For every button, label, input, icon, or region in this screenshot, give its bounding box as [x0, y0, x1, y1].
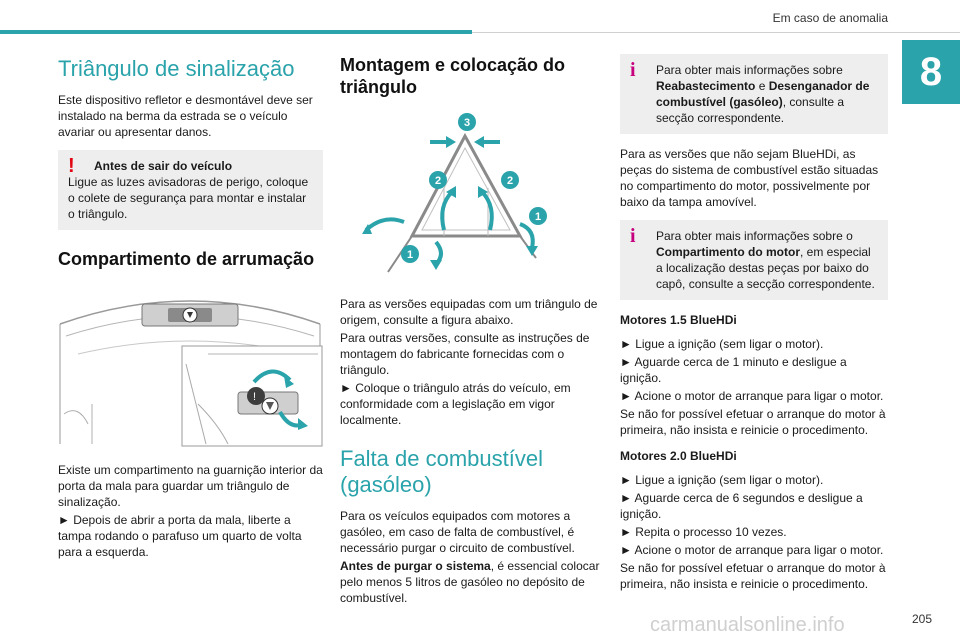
info-box-engine-text: [656, 228, 878, 292]
trunk-storage-illustration: [58, 284, 323, 450]
warning-heading: Antes de sair do veículo: [94, 159, 233, 173]
info2-post: , em especial a localização destas peças por baixo do capô, consulte a secção correspondente.: [656, 245, 875, 291]
engine20-step1: ► Ligue a ignição (sem ligar o motor).: [620, 473, 824, 487]
fuel-p2-bold: Antes de purgar o sistema: [340, 559, 491, 573]
storage-step: ► Depois de abrir a porta da mala, liberte a tampa rodando o parafuso um quarto de volta para a esquerda.: [58, 513, 302, 559]
info1-link-deicer: Desenganador de combustível (gasóleo): [656, 79, 870, 109]
column-1: [58, 52, 323, 562]
warning-body: Ligue as luzes avisadoras de perigo, coloque o colete de segurança para montar e instalar o triângulo.: [68, 175, 309, 221]
triangle-assembly-drawing: [340, 108, 605, 284]
info-box-engine: [620, 220, 888, 300]
info-box-refuel-text: [656, 62, 878, 126]
triangle-intro: Este dispositivo refletor e desmontável deve ser instalado na berma da estrada se o veículo avariar ou apresentar danos.: [58, 93, 313, 139]
assembly-title: Montagem e colocação do triângulo: [340, 55, 566, 97]
page-header: [0, 0, 960, 40]
storage-title: Compartimento de arrumação: [58, 249, 315, 269]
assembly-p1: Para as versões equipadas com um triângulo de origem, consulte a figura abaixo.: [340, 297, 598, 327]
engine20-step3: ► Repita o processo 10 vezes.: [620, 525, 787, 539]
info1-link-refuel: Reabastecimento: [656, 79, 756, 93]
header-rule: [472, 32, 960, 33]
fuel-p1: Para os veículos equipados com motores a gasóleo, em caso de falta de combustível, é necessário purgar o circuito de combustível.: [340, 509, 575, 555]
callout-2-left-label: 2: [434, 175, 442, 187]
header-accent-line: [0, 30, 472, 34]
engine20-heading: Motores 2.0 BlueHDi: [620, 449, 737, 463]
info2-link-engine: Compartimento do motor: [656, 245, 800, 259]
assembly-p2: Para outras versões, consulte as instruções de montagem do fabricante fornecidas com o triângulo.: [340, 331, 590, 377]
engine15-step1: ► Ligue a ignição (sem ligar o motor).: [620, 337, 824, 351]
triangle-title: Triângulo de sinalização: [58, 56, 295, 81]
engine20-note: Se não for possível efetuar o arranque do motor à primeira, não insista e reinicie o procedimento.: [620, 561, 886, 591]
engine20-step4: ► Acione o motor de arranque para ligar o motor.: [620, 543, 884, 557]
svg-text:!: !: [253, 391, 257, 403]
warning-icon: !: [68, 155, 75, 177]
callout-2-right-label: 2: [506, 175, 514, 187]
section-title: Em caso de anomalia: [772, 11, 888, 25]
assembly-p3: ► Coloque o triângulo atrás do veículo, em conformidade com a legislação em vigor localmente.: [340, 381, 571, 427]
fuel-title: Falta de combustível (gasóleo): [340, 446, 543, 497]
info-box-refuel: [620, 54, 888, 134]
callout-1-left-label: 1: [406, 249, 414, 261]
info1-post: , consulte a secção correspondente.: [656, 95, 845, 125]
engine15-note: Se não for possível efetuar o arranque do motor à primeira, não insista e reinicie o procedimento.: [620, 407, 886, 437]
column-2: [340, 52, 605, 608]
non-bluehdi-note: Para as versões que não sejam BlueHDi, as peças do sistema de combustível estão situadas no compartimento do motor, possivelmente por baixo da tampa amovível.: [620, 147, 879, 209]
engine15-step2: ► Aguarde cerca de 1 minuto e desligue a ignição.: [620, 355, 847, 385]
engine15-step3: ► Acione o motor de arranque para ligar o motor.: [620, 389, 884, 403]
info1-mid: e: [755, 79, 769, 93]
trunk-storage-drawing: [58, 284, 323, 450]
info1-pre: Para obter mais informações sobre: [656, 63, 843, 77]
chapter-number: 8: [902, 40, 960, 104]
watermark: carmanualsonline.info: [650, 614, 845, 636]
callout-1-right-label: 1: [534, 211, 542, 223]
column-3: [620, 52, 888, 594]
engine20-step2: ► Aguarde cerca de 6 segundos e desligue a ignição.: [620, 491, 863, 521]
engine15-heading: Motores 1.5 BlueHDi: [620, 313, 737, 327]
triangle-assembly-illustration: [340, 108, 605, 284]
info2-pre: Para obter mais informações sobre o: [656, 229, 853, 243]
page-number: 205: [911, 612, 932, 626]
storage-desc: Existe um compartimento na guarnição interior da porta da mala para guardar um triângulo de sinalização.: [58, 463, 323, 509]
warning-box: [58, 150, 323, 230]
fuel-p2: [340, 558, 605, 606]
info-icon: i: [630, 225, 636, 247]
callout-3-label: 3: [463, 117, 471, 129]
info-icon: i: [630, 59, 636, 81]
fuel-p2-rest: , é essencial colocar pelo menos 5 litros de gasóleo no depósito de combustível.: [340, 559, 600, 605]
